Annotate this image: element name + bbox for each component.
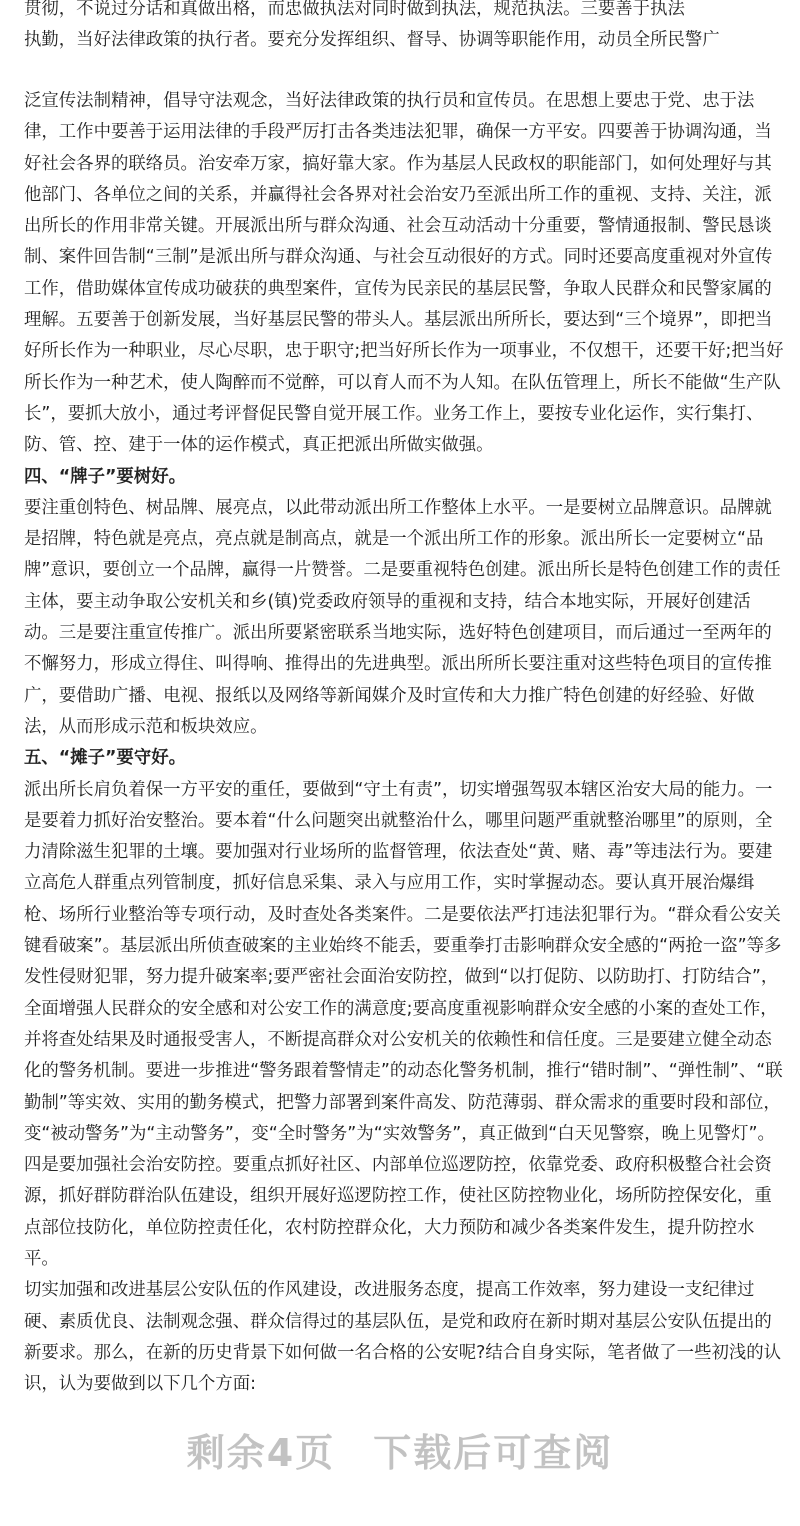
- download-to-view-label: 下载后可查阅: [373, 1431, 614, 1475]
- page-top-fragment: [24, 0, 784, 56]
- remaining-pages-label: 剩余4页: [186, 1431, 336, 1475]
- cut-off-text-line: 贯彻，不说过分话和真做出格，而忠做执法对同时做到执法，规范执法。三要善于执法: [24, 0, 685, 19]
- section-heading-5: 五、“摊子”要守好。: [24, 748, 186, 769]
- paragraph: 泛宣传法制精神，倡导守法观念，当好法律政策的执行员和宣传员。在思想上要忠于党、忠于法律，工作中要善于运用法律的手段严厉打击各类违法犯罪，确保一方平安。四要善于协调沟通，当好社会各界的联络员。治安牵万家，搞好靠大家。作为基层人民政权的职能部门，如何处理好与其他部门、各单位之间的关系，并赢得社会各界对社会治安乃至派出所工作的重视、支持、关注，派出所长的作用非常关键。开展派出所与群众沟通、社会互动活动十分重要，警情通报制、警民恳谈制、案件回告制“三制”是派出所与群众沟通、与社会互动很好的方式。同时还要高度重视对外宣传工作，借助媒体宣传成功破获的典型案件，宣传为民亲民的基层民警，争取人民群众和民警家属的理解。五要善于创新发展，当好基层民警的带头人。基层派出所所长，要达到“三个境界”，即把当好所长作为一种职业，尽心尽职，忠于职守;把当好所长作为一项事业，不仅想干，还要干好;把当好所长作为一种艺术，使人陶醉而不觉醉，可以育人而不为人知。在队伍管理上，所长不能做“生产队长”，要抓大放小，通过考评督促民警自觉开展工作。业务工作上，要按专业化运作，实行集打、防、管、控、建于一体的运作模式，真正把派出所做实做强。: [24, 91, 784, 456]
- paragraph: 要注重创特色、树品牌、展亮点，以此带动派出所工作整体上水平。一是要树立品牌意识。品牌就是招牌，特色就是亮点，亮点就是制高点，就是一个派出所工作的形象。派出所长一定要树立“品牌”意识，要创立一个品牌，赢得一片赞誉。二是要重视特色创建。派出所长是特色创建工作的责任主体，要主动争取公安机关和乡(镇)党委政府领导的重视和支持，结合本地实际，开展好创建活动。三是要注重宣传推广。派出所要紧密联系当地实际，选好特色创建项目，而后通过一至两年的不懈努力，形成立得住、叫得响、推得出的先进典型。派出所所长要注重对这些特色项目的宣传推广，要借助广播、电视、报纸以及网络等新闻媒介及时宣传和大力推广特色创建的好经验、好做法，从而形成示范和板块效应。: [24, 497, 781, 737]
- paragraph: 派出所长肩负着保一方平安的重任，要做到“守土有责”，切实增强驾驭本辖区治安大局的能力。一是要着力抓好治安整治。要本着“什么问题突出就整治什么，哪里问题严重就整治哪里”的原则，全力清除滋生犯罪的土壤。要加强对行业场所的监督管理，依法查处“黄、赌、毒”等违法行为。要建立高危人群重点列管制度，抓好信息采集、录入与应用工作，实时掌握动态。要认真开展治爆缉枪、场所行业整治等专项行动，及时查处各类案件。二是要依法严打违法犯罪行为。“群众看公安关键看破案”。基层派出所侦查破案的主业始终不能丢，要重拳打击影响群众安全感的“两抢一盗”等多发性侵财犯罪，努力提升破案率;要严密社会面治安防控，做到“以打促防、以防助打、打防结合”，全面增强人民群众的安全感和对公安工作的满意度;要高度重视影响群众安全感的小案的查处工作，并将查处结果及时通报受害人，不断提高群众对公安机关的依赖性和信任度。三是要建立健全动态化的警务机制。要进一步推进“警务跟着警情走”的动态化警务机制，推行“错时制”、“弹性制”、“联勤制”等实效、实用的勤务模式，把警力部署到案件高发、防范薄弱、群众需求的重要时段和部位，变“被动警务”为“主动警务”，变“全时警务”为“实效警务”，真正做到“白天见警察，晚上见警灯”。四是要加强社会治安防控。要重点抓好社区、内部单位巡逻防控，依靠党委、政府积极整合社会资源，抓好群防群治队伍建设，组织开展好巡逻防控工作，使社区防控物业化，场所防控保安化，重点部位技防化，单位防控责任化，农村防控群众化，大力预防和减少各类案件发生，提升防控水平。: [24, 779, 783, 1269]
- paragraph: 切实加强和改进基层公安队伍的作风建设，改进服务态度，提高工作效率，努力建设一支纪律过硬、素质优良、法制观念强、群众信得过的基层队伍，是党和政府在新时期对基层公安队伍提出的新要求。那么，在新的历史背景下如何做一名合格的公安呢?结合自身实际，笔者做了一些初浅的认识，认为要做到以下几个方面:: [24, 1280, 782, 1395]
- section-heading-4: 四、“牌子”要树好。: [24, 466, 186, 487]
- download-prompt[interactable]: [0, 1422, 800, 1477]
- document-body: [24, 86, 784, 1400]
- text-line: 执勤，当好法律政策的执行者。要充分发挥组织、督导、协调等职能作用，动员全所民警广: [24, 30, 720, 50]
